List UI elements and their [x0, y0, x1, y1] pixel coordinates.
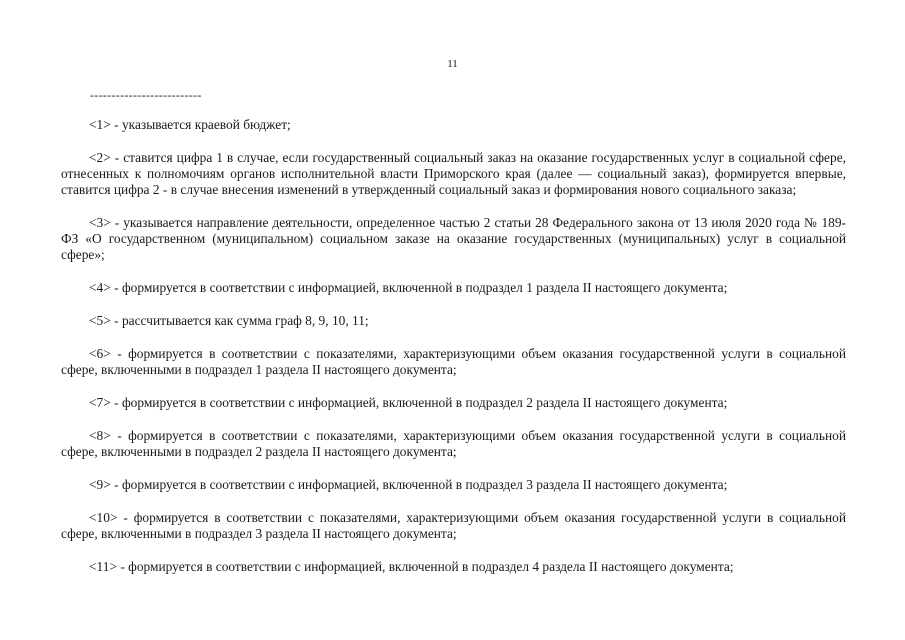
footnote-11	[61, 559, 846, 575]
footnote-3	[61, 215, 846, 263]
footnote-6	[61, 346, 846, 378]
footnote-marker: <1>	[89, 117, 111, 132]
footnote-5	[61, 313, 846, 329]
footnote-marker: <6>	[89, 346, 111, 361]
footnote-1	[61, 117, 846, 133]
footnote-text: - формируется в соответствии с информацией, включенной в подраздел 2 раздела II настоящего документа;	[110, 395, 728, 410]
footnote-text: - ставится цифра 1 в случае, если государственный социальный заказ на оказание государственных услуг в социальной сфере, отнесенных к полномочиям органов исполнительной власти Приморского края (далее — социальный заказ), формируется впервые, ставится цифра 2 - в случае внесения изменений в утвержденный социальный заказ и формирования нового социального заказа;	[61, 150, 846, 197]
footnote-7	[61, 395, 846, 411]
footnotes-list	[61, 117, 846, 592]
footnote-marker: <11>	[89, 559, 117, 574]
footnote-9	[61, 477, 846, 493]
footnote-marker: <8>	[89, 428, 111, 443]
footnote-text: - формируется в соответствии с показателями, характеризующими объем оказания государственной услуги в социальной сфере, включенными в подраздел 3 раздела II настоящего документа;	[61, 510, 846, 541]
footnote-marker: <4>	[89, 280, 111, 295]
footnote-text: - формируется в соответствии с информацией, включенной в подраздел 4 раздела II настоящего документа;	[117, 559, 734, 574]
page-number: 11	[447, 58, 458, 70]
footnote-marker: <10>	[89, 510, 118, 525]
footnote-text: - формируется в соответствии с информацией, включенной в подраздел 1 раздела II настоящего документа;	[110, 280, 728, 295]
footnote-text: - указывается краевой бюджет;	[110, 117, 291, 132]
footnote-marker: <9>	[89, 477, 111, 492]
footnote-text: - формируется в соответствии с показателями, характеризующими объем оказания государственной услуги в социальной сфере, включенными в подраздел 2 раздела II настоящего документа;	[61, 428, 846, 459]
footnote-separator: --------------------------	[90, 88, 202, 102]
footnote-2	[61, 150, 846, 198]
footnote-text: - рассчитывается как сумма граф 8, 9, 10, 11;	[110, 313, 369, 328]
footnote-marker: <5>	[89, 313, 111, 328]
footnote-marker: <2>	[89, 150, 111, 165]
footnote-text: - формируется в соответствии с показателями, характеризующими объем оказания государственной услуги в социальной сфере, включенными в подраздел 1 раздела II настоящего документа;	[61, 346, 846, 377]
footnote-marker: <7>	[89, 395, 111, 410]
footnote-4	[61, 280, 846, 296]
footnote-text: - указывается направление деятельности, определенное частью 2 статьи 28 Федерального закона от 13 июля 2020 года № 189-ФЗ «О государственном (муниципальном) социальном заказе на оказание государственных (муниципальных) услуг в социальной сфере»;	[61, 215, 846, 262]
footnote-8	[61, 428, 846, 460]
footnote-10	[61, 510, 846, 542]
footnote-marker: <3>	[89, 215, 111, 230]
footnote-text: - формируется в соответствии с информацией, включенной в подраздел 3 раздела II настоящего документа;	[110, 477, 728, 492]
